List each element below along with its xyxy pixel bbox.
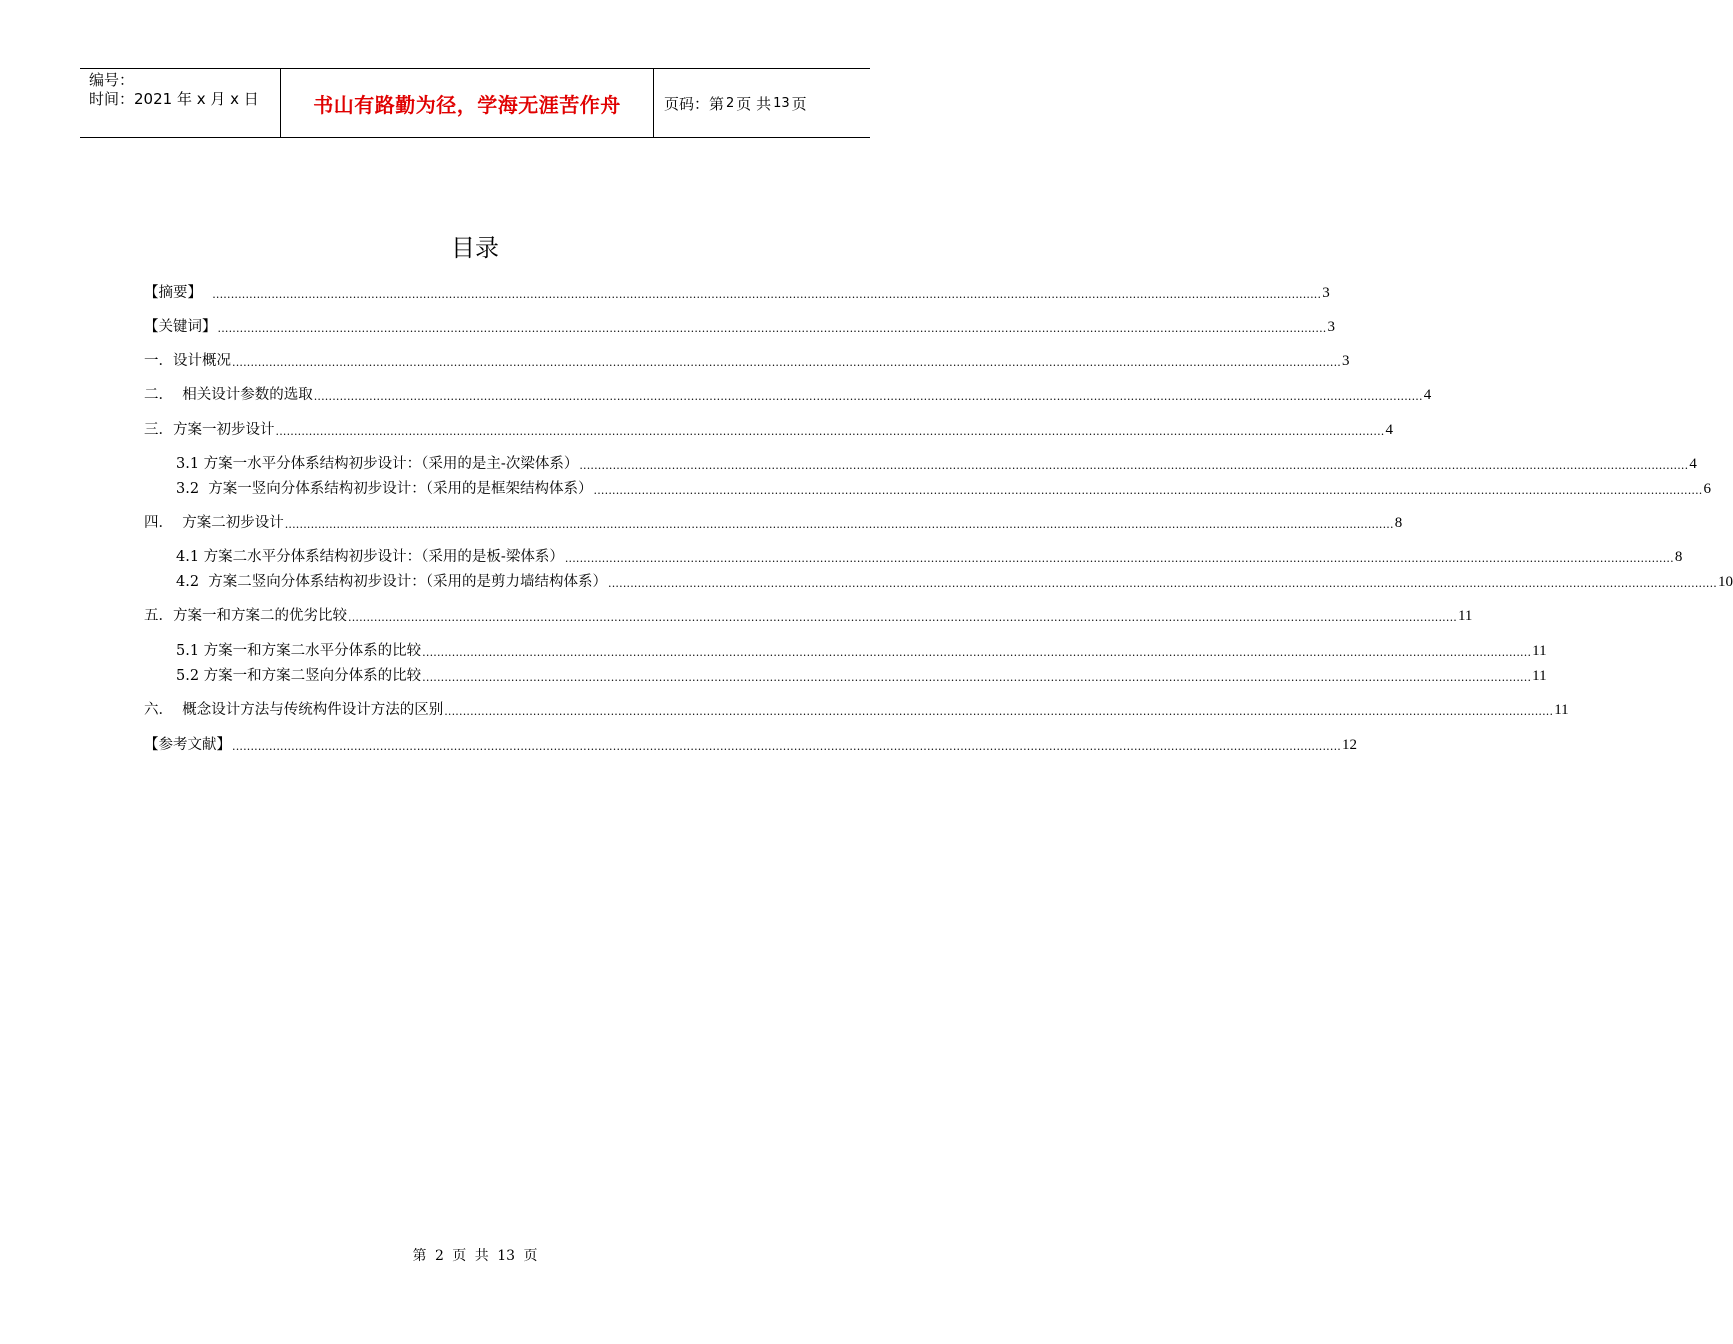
toc-title: 目录 xyxy=(451,234,499,262)
toc-leader-dots: ............................................................................................................................................................................................................................................................................................................ xyxy=(232,740,1341,753)
toc-entry-page: 4 xyxy=(1423,387,1432,403)
toc-entry-page: 8 xyxy=(1674,549,1683,565)
page-footer: 第 2 页 共 13 页 xyxy=(412,1248,538,1264)
toc-entry-page: 11 xyxy=(1532,643,1547,659)
toc-entry-label: 五．方案一和方案二的优劣比较 xyxy=(144,608,347,624)
header-page-info xyxy=(654,69,870,137)
toc-entry-page: 11 xyxy=(1532,668,1547,684)
page-current: 2 xyxy=(726,95,735,111)
toc-entry-section-5-2[interactable] xyxy=(176,663,1547,685)
toc-entry-label: 3.2 方案一竖向分体系结构初步设计：（采用的是框架结构体系） xyxy=(176,481,593,497)
toc-entry-section-4-1[interactable] xyxy=(176,544,1683,566)
page-total: 13 xyxy=(773,95,790,111)
toc-entry-section-4-2[interactable] xyxy=(176,569,1733,591)
toc-entry-section-3-1[interactable] xyxy=(176,451,1697,473)
toc-entry-section-5[interactable] xyxy=(144,603,1473,625)
toc-entry-page: 11 xyxy=(1457,608,1473,624)
toc-entry-abstract[interactable] xyxy=(144,280,1330,302)
toc-entry-label: 5.1 方案一和方案二水平分体系的比较 xyxy=(176,643,422,659)
toc-leader-dots: ............................................................................................................................................................................................................................................................................................................ xyxy=(579,459,1689,472)
toc-leader-dots: ............................................................................................................................................................................................................................................................................................................ xyxy=(348,611,1457,624)
toc-entry-label: 4.2 方案二竖向分体系结构初步设计：（采用的是剪力墙结构体系） xyxy=(176,574,608,590)
toc-leader-dots: ............................................................................................................................................................................................................................................................................................................ xyxy=(593,484,1703,497)
page-prefix: 页码：第 xyxy=(664,94,725,113)
toc-leader-dots: ............................................................................................................................................................................................................................................................................................................ xyxy=(284,518,1394,531)
header-motto: 书山有路勤为径，学海无涯苦作舟 xyxy=(281,69,654,137)
toc-entry-label: 4.1 方案二水平分体系结构初步设计：（采用的是板-梁体系） xyxy=(176,549,564,565)
toc-entry-page: 3 xyxy=(1341,353,1350,369)
toc-entry-section-1[interactable] xyxy=(144,348,1350,370)
toc-entry-page: 4 xyxy=(1385,422,1393,438)
toc-entry-page: 11 xyxy=(1554,702,1569,718)
toc-entry-label: 3.1 方案一水平分体系结构初步设计：（采用的是主-次梁体系） xyxy=(176,456,579,472)
document-header xyxy=(80,68,870,138)
toc-entry-page: 6 xyxy=(1703,481,1712,497)
toc-entry-label: 【参考文献】 xyxy=(144,737,231,753)
toc-entry-section-4[interactable] xyxy=(144,510,1403,532)
toc-entry-label: 二． 相关设计参数的选取 xyxy=(144,387,313,403)
toc-entry-section-3-2[interactable] xyxy=(176,476,1712,498)
toc-leader-dots: ............................................................................................................................................................................................................................................................................................................ xyxy=(564,552,1674,565)
toc-entry-page: 3 xyxy=(1327,319,1335,335)
date-line: 时间：2021 年 x 月 x 日 xyxy=(89,90,259,108)
toc-entry-label: 5.2 方案一和方案二竖向分体系的比较 xyxy=(176,668,422,684)
toc-leader-dots: ............................................................................................................................................................................................................................................................................................................ xyxy=(608,577,1718,590)
toc-leader-dots: ............................................................................................................................................................................................................................................................................................................ xyxy=(313,390,1423,403)
toc-leader-dots: ............................................................................................................................................................................................................................................................................................................ xyxy=(232,356,1341,369)
toc-entry-keywords[interactable] xyxy=(144,314,1335,336)
toc-entry-label: 【关键词】 xyxy=(144,319,217,335)
toc-leader-dots: ............................................................................................................................................................................................................................................................................................................ xyxy=(422,646,1532,659)
toc-entry-label: 四． 方案二初步设计 xyxy=(144,515,284,531)
toc-entry-page: 8 xyxy=(1394,515,1403,531)
toc-leader-dots: ............................................................................................................................................................................................................................................................................................................ xyxy=(422,671,1532,684)
toc-entry-section-3[interactable] xyxy=(144,417,1393,439)
toc-leader-dots: ............................................................................................................................................................................................................................................................................................................ xyxy=(217,322,1327,335)
toc-entry-page: 12 xyxy=(1341,737,1357,753)
toc-entry-page: 10 xyxy=(1718,574,1733,590)
toc-leader-dots: ............................................................................................................................................................................................................................................................................................................ xyxy=(444,705,1554,718)
page-mid: 页 共 xyxy=(736,94,772,113)
toc-entry-section-6[interactable] xyxy=(144,697,1569,719)
toc-entry-page: 4 xyxy=(1689,456,1697,472)
toc-entry-page: 3 xyxy=(1322,285,1330,301)
toc-entry-references[interactable] xyxy=(144,732,1357,754)
toc-entry-label: 一．设计概况 xyxy=(144,353,231,369)
serial-label: 编号： xyxy=(89,71,135,89)
page-suffix: 页 xyxy=(791,94,807,113)
toc-leader-dots: ............................................................................................................................................................................................................................................................................................................ xyxy=(212,288,1322,301)
toc-entry-label: 三．方案一初步设计 xyxy=(144,422,275,438)
toc-entry-label: 【摘要】 xyxy=(144,285,212,301)
toc-entry-section-5-1[interactable] xyxy=(176,638,1547,660)
toc-entry-label: 六． 概念设计方法与传统构件设计方法的区别 xyxy=(144,702,444,718)
toc-leader-dots: ............................................................................................................................................................................................................................................................................................................ xyxy=(275,425,1385,438)
toc-entry-section-2[interactable] xyxy=(144,382,1432,404)
header-meta xyxy=(80,69,281,137)
